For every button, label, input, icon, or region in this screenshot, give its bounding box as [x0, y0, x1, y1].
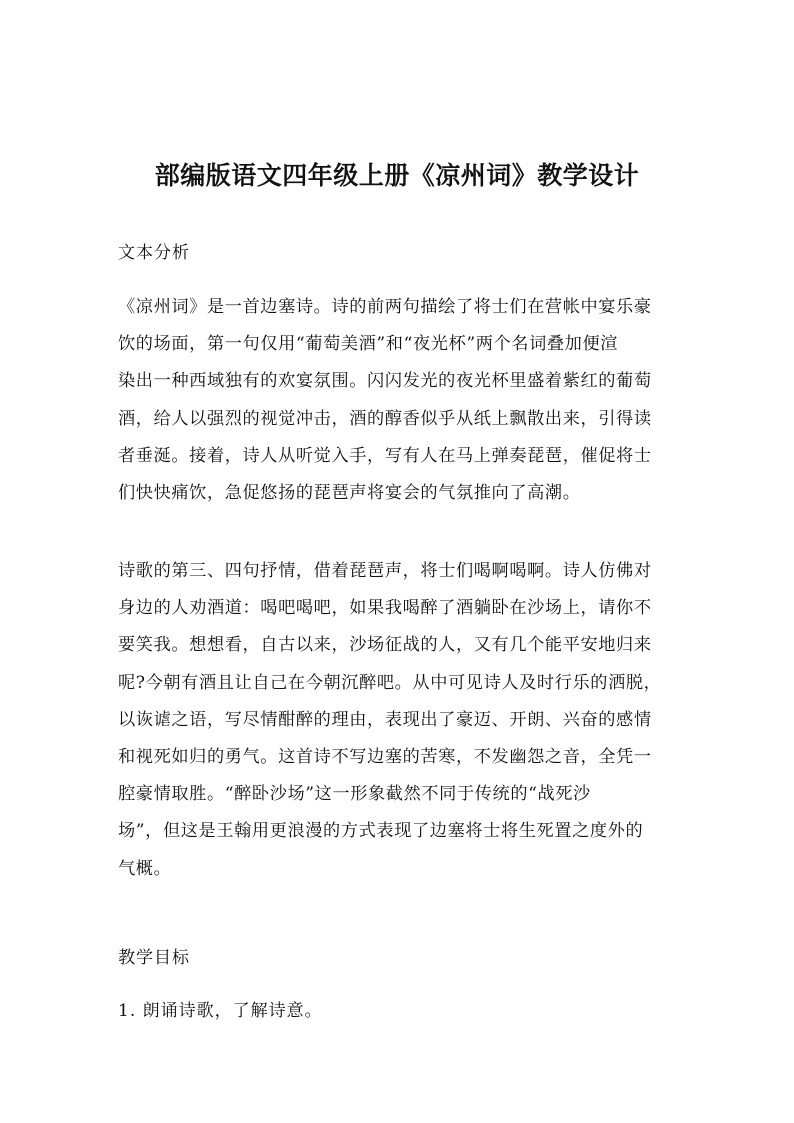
paragraph-line: 们快快痛饮，急促悠扬的琵琶声将宴会的气氛推向了高潮。 — [118, 483, 581, 504]
paragraph-line: 染出一种西域独有的欢宴氛围。闪闪发光的夜光杯里盛着紫红的葡萄 — [118, 371, 652, 392]
paragraph-line: 气概。 — [118, 858, 172, 879]
paragraph-line: 呢?今朝有酒且让自己在今朝沉醉吧。从中可见诗人及时行乐的洒脱， — [118, 672, 662, 693]
paragraph-line: 《凉州词》是一首边塞诗。诗的前两句描绘了将士们在营帐中宴乐豪 — [118, 297, 652, 317]
paragraph-line: 饮的场面，第一句仅用“葡萄美酒”和“夜光杯”两个名词叠加便渲 — [118, 334, 619, 355]
document-title: 部编版语文四年级上册《凉州词》教学设计 — [154, 161, 640, 190]
section-heading-teaching-objectives: 教学目标 — [118, 948, 190, 968]
paragraph-line: 者垂涎。接着，诗人从听觉入手，写有人在马上弹奏琵琶，催促将士 — [118, 445, 652, 466]
paragraph-analysis-1 — [118, 289, 678, 512]
paragraph-line: 场”，但这是王翰用更浪漫的方式表现了边塞将士将生死置之度外的 — [118, 821, 644, 842]
paragraph-analysis-2 — [118, 553, 678, 888]
paragraph-line: 腔豪情取胜。“醉卧沙场”这一形象截然不同于传统的“战死沙 — [118, 784, 591, 805]
paragraph-line: 酒，给人以强烈的视觉冲击，酒的醇香似乎从纸上飘散出来，引得读 — [118, 408, 652, 429]
paragraph-line: 身边的人劝酒道：喝吧喝吧，如果我喝醉了酒躺卧在沙场上，请你不 — [118, 598, 652, 619]
paragraph-line: 以诙谑之语，写尽情酣醉的理由，表现出了豪迈、开朗、兴奋的感情 — [118, 709, 652, 730]
objective-item: 1. 朗诵诗歌，了解诗意。 — [118, 1001, 323, 1021]
paragraph-line: 诗歌的第三、四句抒情，借着琵琶声，将士们喝啊喝啊。诗人仿佛对 — [118, 561, 652, 581]
paragraph-line: 要笑我。想想看，自古以来，沙场征战的人，又有几个能平安地归来 — [118, 635, 652, 656]
paragraph-line: 和视死如归的勇气。这首诗不写边塞的苦寒，不发幽怨之音，全凭一 — [118, 747, 652, 768]
section-heading-text-analysis: 文本分析 — [118, 243, 190, 263]
